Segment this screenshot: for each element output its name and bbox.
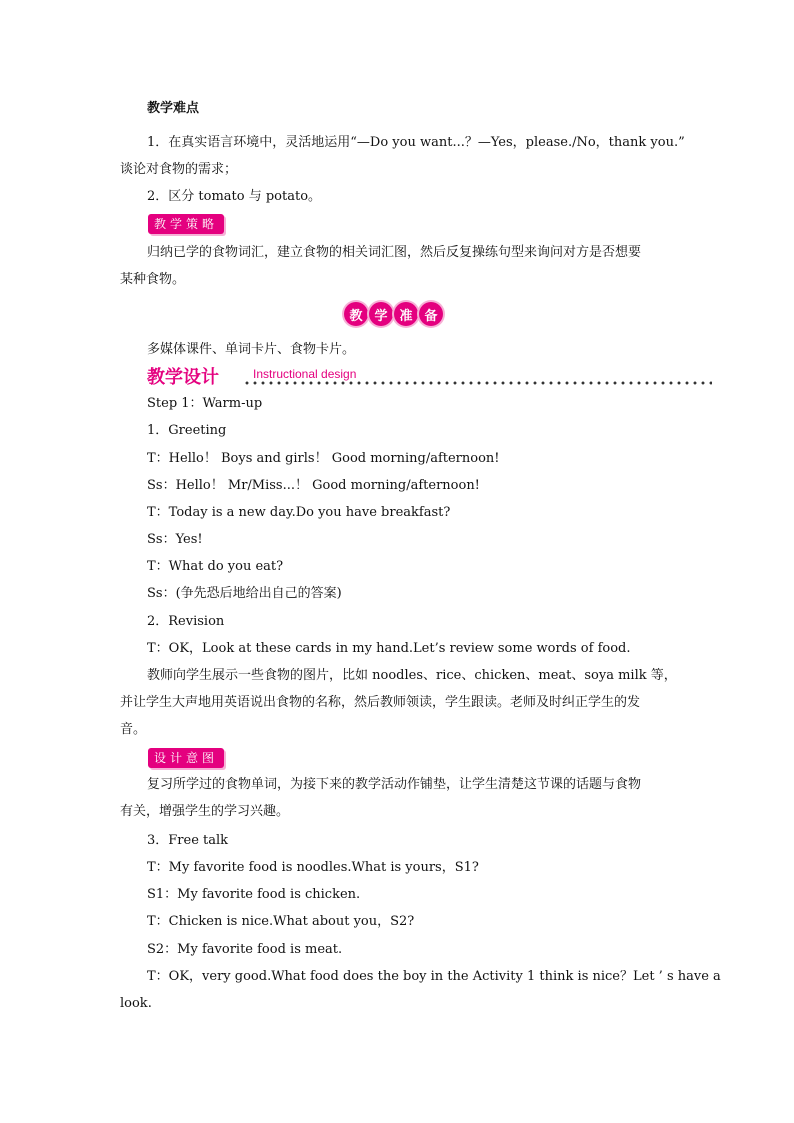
intent-badge: 设计意图 [148, 748, 224, 768]
dialogue-line: T：Hello！ Boys and girls！ Good morning/afternoon! [147, 451, 500, 466]
difficulty-item-1: 1．在真实语言环境中，灵活地运用“—Do you want...？—Yes，please./No，thank you.” [147, 135, 685, 150]
preparation-text: 多媒体课件、单词卡片、食物卡片。 [147, 342, 356, 357]
freetalk-heading: 3．Free talk [147, 833, 229, 848]
dotted-rule [243, 381, 712, 385]
dialogue-line: T：What do you eat? [147, 559, 284, 574]
intent-text: 复习所学过的食物单词，为接下来的教学活动作铺垫，让学生清楚这节课的话题与食物 [147, 777, 642, 792]
difficulty-item-2: 2．区分 tomato 与 potato。 [147, 189, 322, 204]
revision-text-cont: 并让学生大声地用英语说出食物的名称，然后教师领读，学生跟读。老师及时纠正学生的发 [120, 695, 641, 710]
design-title-en: Instructional design [253, 367, 357, 381]
preparation-title [344, 302, 443, 326]
dialogue-line: Ss：(争先恐后地给出自己的答案) [147, 586, 342, 601]
intent-text-cont: 有关，增强学生的学习兴趣。 [120, 804, 290, 819]
revision-heading: 2．Revision [147, 614, 225, 629]
preparation-title-char: 教 [344, 302, 368, 326]
dialogue-line: T：OK，Look at these cards in my hand.Let’s review some words of food. [147, 641, 631, 656]
strategy-badge: 教学策略 [148, 214, 224, 234]
preparation-title-char: 准 [394, 302, 418, 326]
revision-text: 教师向学生展示一些食物的图片，比如 noodles、rice、chicken、meat、soya milk 等， [147, 668, 677, 683]
greeting-heading: 1．Greeting [147, 423, 227, 438]
preparation-title-char: 学 [369, 302, 393, 326]
difficulty-item-1-cont: 谈论对食物的需求； [120, 162, 238, 177]
strategy-text: 归纳已学的食物词汇，建立食物的相关词汇图，然后反复操练句型来询问对方是否想要 [147, 245, 642, 260]
preparation-title-char: 备 [419, 302, 443, 326]
dialogue-line: S1：My favorite food is chicken. [147, 887, 361, 902]
dialogue-line: T：Chicken is nice.What about you，S2? [147, 914, 415, 929]
dialogue-line: T：My favorite food is noodles.What is yours，S1? [147, 860, 479, 875]
revision-text-cont: 音。 [120, 722, 147, 737]
difficulty-heading: 教学难点 [147, 101, 200, 116]
design-section-header [147, 366, 712, 390]
design-title-cn: 教学设计 [147, 367, 219, 388]
dialogue-line: T：OK，very good.What food does the boy in the Activity 1 think is nice？Let ’ s have a [147, 969, 721, 984]
dialogue-line: Ss：Hello！ Mr/Miss...！ Good morning/afternoon! [147, 478, 480, 493]
step-1-heading: Step 1：Warm-up [147, 396, 263, 411]
dialogue-line: T：Today is a new day.Do you have breakfast? [147, 505, 451, 520]
dialogue-line: S2：My favorite food is meat. [147, 942, 343, 957]
strategy-text-cont: 某种食物。 [120, 272, 186, 287]
dialogue-line: Ss：Yes! [147, 532, 203, 547]
dialogue-line-cont: look. [120, 996, 152, 1011]
